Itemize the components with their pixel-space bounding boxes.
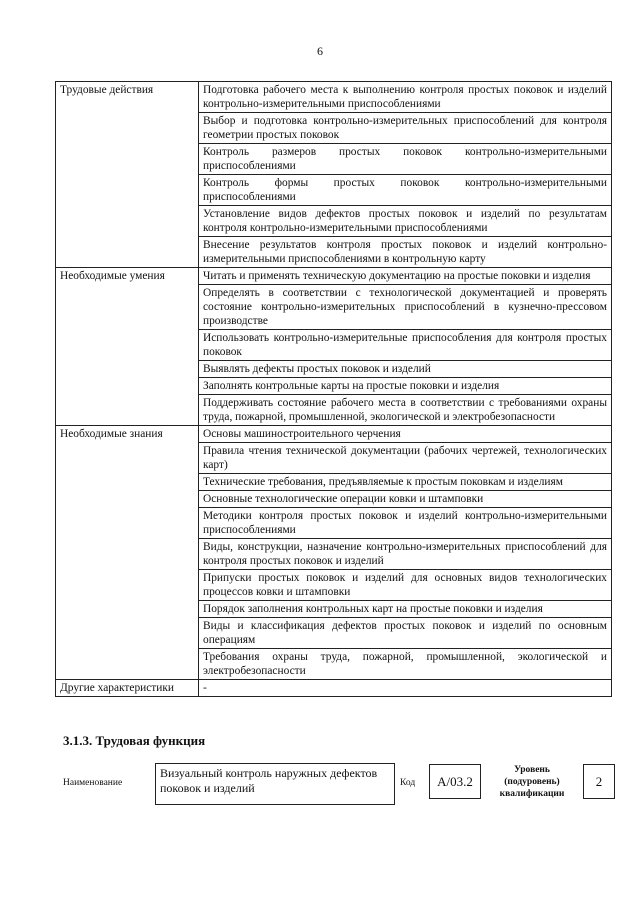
row-value-cell: Заполнять контрольные карты на простые поковки и изделия	[199, 378, 612, 395]
table-row	[56, 539, 612, 570]
row-category-cell	[56, 570, 199, 601]
row-value-cell: Основы машиностроительного черчения	[199, 426, 612, 443]
row-value-cell: Установление видов дефектов простых поковок и изделий по результатам контроля контрольно-измерительными приспособлениями	[199, 206, 612, 237]
table-row	[56, 491, 612, 508]
row-category-cell	[56, 206, 199, 237]
row-value-cell: Припуски простых поковок и изделий для основных видов технологических процессов ковки и штамповки	[199, 570, 612, 601]
row-value-cell: Подготовка рабочего места к выполнению контроля простых поковок и изделий контрольно-измерительными приспособлениями	[199, 82, 612, 113]
row-value-cell: Определять в соответствии с технологической документацией и проверять состояние контрольно-измерительных приспособлений в кузнечно-прессовом производстве	[199, 285, 612, 330]
table-row	[56, 618, 612, 649]
section-title: 3.1.3. Трудовая функция	[63, 733, 206, 748]
row-value-cell: Требования охраны труда, пожарной, промышленной, экологической и электробезопасности	[199, 649, 612, 680]
table-row	[56, 601, 612, 618]
row-category-cell: Трудовые действия	[56, 82, 199, 113]
labor-function-table	[55, 81, 612, 697]
row-value-cell: Правила чтения технической документации (рабочих чертежей, технологических карт)	[199, 443, 612, 474]
row-value-cell: Технические требования, предъявляемые к простым поковкам и изделиям	[199, 474, 612, 491]
row-category-cell	[56, 601, 199, 618]
table-row	[56, 206, 612, 237]
table-row	[56, 395, 612, 426]
row-value-cell: Виды, конструкции, назначение контрольно-измерительных приспособлений для контроля простых поковок и изделий	[199, 539, 612, 570]
row-value-cell: Использовать контрольно-измерительные приспособления для контроля простых поковок	[199, 330, 612, 361]
row-value-cell: Выбор и подготовка контрольно-измерительных приспособлений для контроля геометрии простых поковок	[199, 113, 612, 144]
row-value-cell: Виды и классификация дефектов простых поковок и изделий по основным операциям	[199, 618, 612, 649]
table-row	[56, 175, 612, 206]
row-category-cell	[56, 508, 199, 539]
level-value-box: 2	[583, 764, 615, 799]
table-row	[56, 426, 612, 443]
row-category-cell	[56, 378, 199, 395]
row-category-cell	[56, 237, 199, 268]
row-category-cell	[56, 443, 199, 474]
row-category-cell: Необходимые знания	[56, 426, 199, 443]
table-row	[56, 82, 612, 113]
row-category-cell	[56, 491, 199, 508]
table-row	[56, 268, 612, 285]
row-value-cell: Читать и применять техническую документацию на простые поковки и изделия	[199, 268, 612, 285]
table-row	[56, 285, 612, 330]
table-row	[56, 378, 612, 395]
row-category-cell	[56, 361, 199, 378]
row-category-cell	[56, 144, 199, 175]
name-value-box: Визуальный контроль наружных дефектов поковок и изделий	[155, 763, 395, 805]
row-category-cell	[56, 649, 199, 680]
row-category-cell	[56, 175, 199, 206]
row-value-cell: Контроль размеров простых поковок контрольно-измерительными приспособлениями	[199, 144, 612, 175]
row-category-cell	[56, 285, 199, 330]
row-value-cell: -	[199, 680, 612, 697]
row-category-cell	[56, 618, 199, 649]
table-row	[56, 361, 612, 378]
row-category-cell	[56, 113, 199, 144]
table-row	[56, 144, 612, 175]
table-row	[56, 474, 612, 491]
code-value-box: А/03.2	[429, 764, 481, 799]
row-value-cell: Методики контроля простых поковок и изделий контрольно-измерительными приспособлениями	[199, 508, 612, 539]
table-row	[56, 649, 612, 680]
level-label: Уровень (подуровень) квалификации	[499, 765, 565, 799]
table-row	[56, 680, 612, 697]
row-value-cell: Выявлять дефекты простых поковок и изделий	[199, 361, 612, 378]
row-category-cell	[56, 395, 199, 426]
row-category-cell	[56, 539, 199, 570]
row-value-cell: Поддерживать состояние рабочего места в соответствии с требованиями охраны труда, пожарной, промышленной, экологической и электробезопасности	[199, 395, 612, 426]
row-category-cell	[56, 330, 199, 361]
row-value-cell: Внесение результатов контроля простых поковок и изделий контрольно-измерительными приспособлениями в контрольную карту	[199, 237, 612, 268]
row-value-cell: Порядок заполнения контрольных карт на простые поковки и изделия	[199, 601, 612, 618]
table-row	[56, 237, 612, 268]
table-row	[56, 443, 612, 474]
table-row	[56, 508, 612, 539]
name-label: Наименование	[63, 778, 123, 788]
table-row	[56, 113, 612, 144]
row-category-cell	[56, 474, 199, 491]
row-value-cell: Основные технологические операции ковки и штамповки	[199, 491, 612, 508]
row-value-cell: Контроль формы простых поковок контрольно-измерительными приспособлениями	[199, 175, 612, 206]
row-category-cell: Другие характеристики	[56, 680, 199, 697]
page-number: 6	[317, 44, 323, 58]
table-row	[56, 330, 612, 361]
row-category-cell: Необходимые умения	[56, 268, 199, 285]
table-row	[56, 570, 612, 601]
code-label: Код	[400, 778, 416, 788]
